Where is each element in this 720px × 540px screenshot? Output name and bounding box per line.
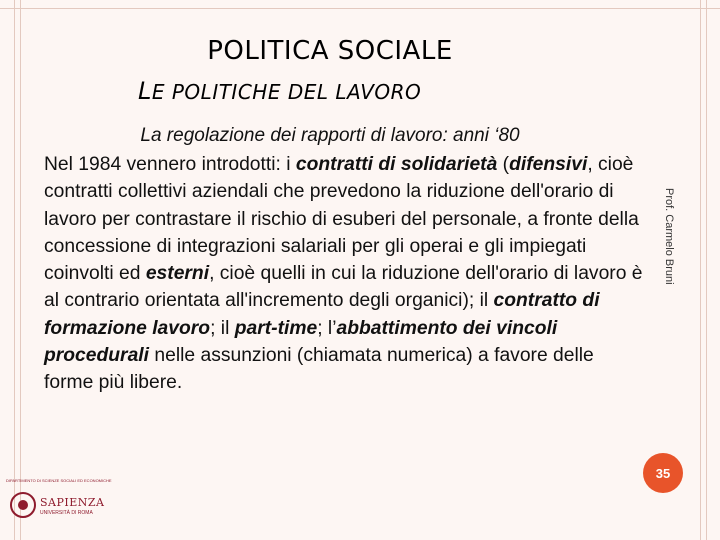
body-text-part: , cioè contratti collettivi aziendali che prevedono la riduzione dell'orario di lavoro per contrastare il rischio di esuberi del personale, a fronte della concessione di integrazioni salariali per gli operai e gli impiegati coinvolti ed xyxy=(44,154,639,285)
logo-subtitle: UNIVERSITÀ DI ROMA xyxy=(40,510,93,516)
title-rest: E POLITICHE DEL LAVORO xyxy=(151,80,422,104)
body-text-part: , cioè quelli in cui la riduzione dell'orario di lavoro è al contrario orientata all'incremento degli organici); il xyxy=(44,263,643,312)
university-logo xyxy=(6,478,116,536)
frame-line-right-outer xyxy=(706,0,707,540)
body-emphasis: part-time xyxy=(234,317,318,339)
body-emphasis: esterni xyxy=(145,263,210,285)
body-emphasis: contratti di solidarietà xyxy=(295,154,498,175)
logo-department: DIPARTIMENTO DI SCIENZE SOCIALI ED ECONOMICHE xyxy=(6,478,112,483)
logo-name: SAPIENZA xyxy=(40,496,105,509)
seal-icon xyxy=(10,492,36,518)
slide-title-2 xyxy=(138,77,421,105)
body-text-part: Nel 1984 vennero introdotti: i xyxy=(44,154,296,175)
frame-line-right xyxy=(700,0,701,540)
frame-line-left xyxy=(14,0,15,540)
frame-line-top xyxy=(0,8,720,9)
slide-subtitle: La regolazione dei rapporti di lavoro: anni ‘80 xyxy=(140,125,520,146)
body-text-part: nelle assunzioni (chiamata numerica) a favore delle forme più libere. xyxy=(44,345,594,394)
body-emphasis: difensivi xyxy=(509,154,588,175)
slide-title: POLITICA SOCIALE xyxy=(207,36,453,66)
body-emphasis: contratto di formazione lavoro xyxy=(44,290,600,339)
body-text xyxy=(44,151,648,397)
body-text-part: ; il xyxy=(210,317,235,339)
author-label: Prof. Carmelo Bruni xyxy=(663,188,675,285)
frame-line-left-inner xyxy=(20,0,21,540)
title-initial: L xyxy=(138,77,152,105)
body-text-part: ; l’ xyxy=(317,317,337,339)
body-emphasis: abbattimento dei vincoli procedurali xyxy=(44,317,558,367)
page-number: 35 xyxy=(643,453,683,493)
body-text-part: ( xyxy=(497,154,510,175)
